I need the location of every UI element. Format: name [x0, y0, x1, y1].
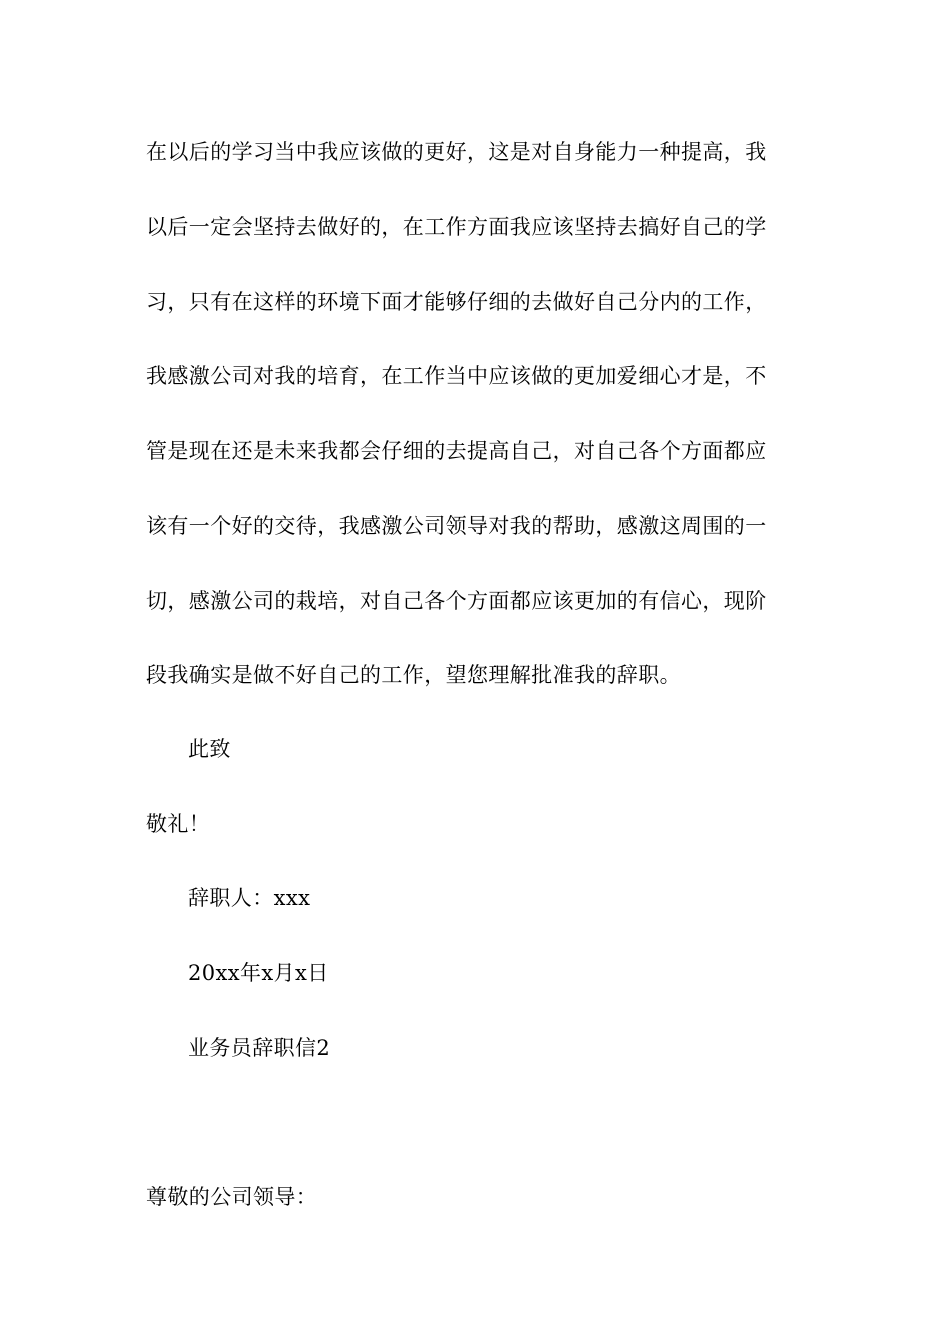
body-line: 习，只有在这样的环境下面才能够仔细的去做好自己分内的工作， [146, 290, 767, 314]
salutation: 尊敬的公司领导： [146, 1185, 318, 1209]
body-line: 该有一个好的交待，我感激公司领导对我的帮助，感激这周围的一 [146, 514, 767, 538]
closing-phrase: 此致 [188, 737, 231, 761]
body-line: 以后一定会坚持去做好的，在工作方面我应该坚持去搞好自己的学 [146, 215, 767, 239]
body-line: 切，感激公司的栽培，对自己各个方面都应该更加的有信心，现阶 [146, 589, 767, 613]
signature: 辞职人：xxx [188, 886, 311, 910]
section-title: 业务员辞职信2 [188, 1036, 331, 1060]
closing-salute: 敬礼！ [146, 812, 211, 836]
date: 20xx年x月x日 [188, 961, 329, 985]
body-line: 在以后的学习当中我应该做的更好，这是对自身能力一种提高，我 [146, 140, 767, 164]
body-line: 段我确实是做不好自己的工作，望您理解批准我的辞职。 [146, 663, 681, 687]
body-line: 管是现在还是未来我都会仔细的去提高自己，对自己各个方面都应 [146, 439, 767, 463]
body-line: 我感激公司对我的培育，在工作当中应该做的更加爱细心才是，不 [146, 364, 767, 388]
